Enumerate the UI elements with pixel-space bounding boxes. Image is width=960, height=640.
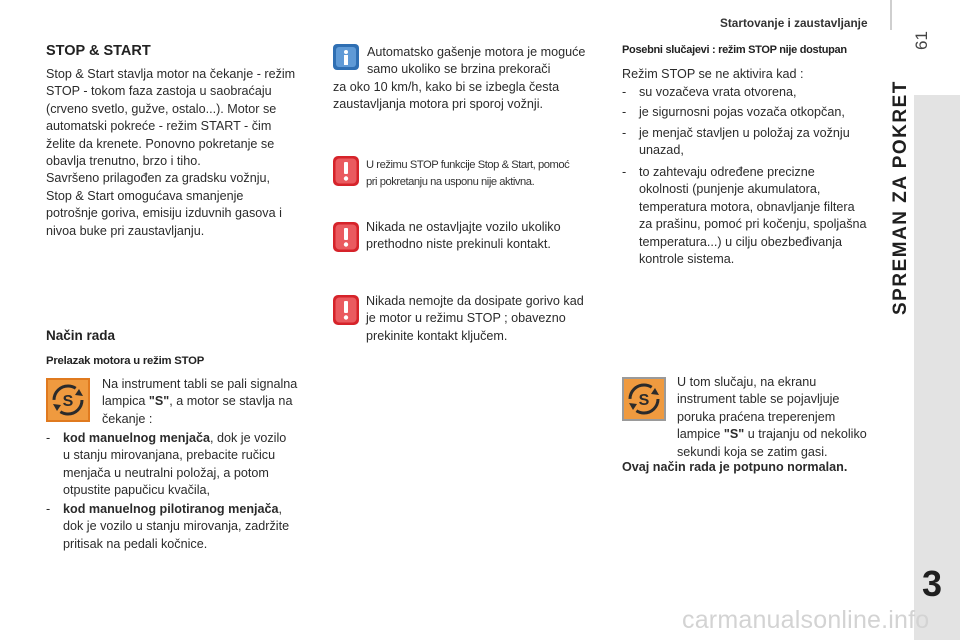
warning-paragraph-refuel <box>366 293 616 345</box>
info-paragraph <box>333 44 613 114</box>
bullet-dash: - <box>622 165 627 179</box>
text-line: pri pokretanju na usponu nije aktivna. <box>366 176 535 188</box>
text-line: menjača u neutralni položaj, a potom <box>63 465 269 480</box>
text-line: kontrole sistema. <box>639 252 735 267</box>
text-line: pritisak na pedali kočnice. <box>63 536 208 551</box>
page-header-title: Startovanje i zaustavljanje <box>720 16 868 30</box>
stop-start-icon <box>622 377 666 421</box>
text-line: STOP - tokom faza zastoja u saobraćaju <box>46 84 272 99</box>
text-line: želite da krenete. Ponovno pokretanje se <box>46 136 275 151</box>
text-line: u stanju mirovanjana, prebacite ručicu <box>63 448 276 463</box>
text-line: unazad, <box>639 143 684 158</box>
text-line: obavlja trenutno, brzo i tiho. <box>46 154 201 169</box>
text-line: zaustavljanja motora pri sporoj vožnji. <box>333 97 543 112</box>
text-line: Automatsko gašenje motora je moguće <box>367 45 586 59</box>
list-item-text <box>639 164 867 268</box>
text-line <box>677 426 897 443</box>
bullet-dash: - <box>46 431 51 445</box>
text-line: Na instrument tabli se pali signalna <box>102 377 298 391</box>
list-item-text <box>63 430 286 500</box>
bullet-dash: - <box>622 105 627 119</box>
bullet-dash: - <box>622 85 627 99</box>
text-line: je motor u režimu STOP ; obavezno <box>366 311 566 326</box>
header-divider <box>890 0 892 30</box>
bullet-dash: - <box>46 502 51 516</box>
text-line: za oko 10 km/h, kako bi se izbegla česta <box>333 79 560 94</box>
text-line: (crveno svetlo, gužve, ostalo...). Motor se <box>46 101 277 116</box>
text-line: je sigurnosni pojas vozača otkopčan, <box>639 105 845 119</box>
text-line: poruka praćena treperenjem <box>677 409 836 424</box>
list-item-text <box>639 125 850 160</box>
text-line: temperatura...) u cilju obezbeđivanja <box>639 234 843 249</box>
text-line: U režimu STOP funkcije Stop & Start, pomoć <box>366 159 570 171</box>
list-item-text <box>639 84 797 101</box>
lamp-letter: "S" <box>148 394 170 409</box>
text-segment: lampice <box>677 427 724 442</box>
warning-paragraph-hill-assist <box>366 157 616 191</box>
bold-term: kod manuelnog menjača <box>63 431 210 445</box>
text-line: samo ukoliko se brzina prekorači <box>367 62 551 77</box>
text-segment: u trajanju od nekoliko <box>744 427 867 442</box>
text-line: potrošnje goriva, emisiju izduvnih gasova i <box>46 206 282 221</box>
blink-paragraph <box>677 374 897 461</box>
text-line: je menjač stavljen u položaj za vožnju <box>639 126 850 140</box>
text-line: temperatura motora, obnavljanje filtera <box>639 199 855 214</box>
text-line: U tom slučaju, na ekranu <box>677 375 817 389</box>
text-line: automatski pokreće - režim START - čim <box>46 119 272 134</box>
indicator-paragraph <box>102 376 332 428</box>
mode-title: Način rada <box>46 328 116 343</box>
stop-mode-subtitle: Prelazak motora u režim STOP <box>46 355 205 367</box>
text-line: Stop & Start omogućava smanjenje <box>46 188 244 203</box>
text-segment: , dok je vozilo <box>209 431 287 445</box>
list-item-text <box>63 501 289 553</box>
watermark: carmanualsonline.info <box>682 606 930 634</box>
text-line: Savršeno prilagođen za gradsku vožnju, <box>46 171 271 186</box>
bullet-dash: - <box>622 126 627 140</box>
text-line: otpustite papučicu kvačila, <box>63 483 211 498</box>
normal-note: Ovaj način rada je potpuno normalan. <box>622 460 848 474</box>
text-segment: , <box>278 502 283 516</box>
text-line: Nikada ne ostavljajte vozilo ukoliko <box>366 220 561 234</box>
text-line: nivoa buke pri zaustavljanju. <box>46 223 205 238</box>
not-active-intro: Režim STOP se ne aktivira kad : <box>622 67 804 81</box>
text-line: Nikada nemojte da dosipate gorivo kad <box>366 294 584 308</box>
text-segment: , a motor se stavlja na <box>169 394 293 409</box>
list-item-text <box>639 104 845 121</box>
text-line: okolnosti (punjenje akumulatora, <box>639 182 821 197</box>
page-number: 61 <box>912 31 931 50</box>
text-line: instrument table se pojavljuje <box>677 392 840 407</box>
chapter-number: 3 <box>922 563 943 604</box>
text-line <box>102 393 332 410</box>
stop-start-icon <box>46 378 90 422</box>
text-line: sekundi koja se zatim gasi. <box>677 444 828 459</box>
text-segment: lampica <box>102 394 149 409</box>
text-line: čekanje : <box>102 411 153 426</box>
text-line: dok je vozilo u stanju mirovanja, zadržite <box>63 519 290 534</box>
svg-text:S: S <box>638 392 650 409</box>
text-line: su vozačeva vrata otvorena, <box>639 85 797 99</box>
warning-icon <box>333 295 359 325</box>
chapter-title: SPREMAN ZA POKRET <box>890 80 911 315</box>
lamp-letter: "S" <box>723 427 745 442</box>
bold-term: kod manuelnog pilotiranog menjača <box>63 502 279 516</box>
section-title: STOP & START <box>46 43 151 59</box>
text-line: prekinite kontakt ključem. <box>366 328 508 343</box>
text-line: prethodno niste prekinuli kontakt. <box>366 237 551 252</box>
warning-icon <box>333 222 359 252</box>
text-line: za prašinu, pomoć pri kočenju, spoljašna <box>639 217 867 232</box>
special-cases-title: Posebni slučajevi : režim STOP nije dostupan <box>622 44 847 56</box>
text-line: Stop & Start stavlja motor na čekanje - režim <box>46 67 296 81</box>
warning-paragraph-contact <box>366 219 616 254</box>
svg-text:S: S <box>62 393 74 410</box>
warning-icon <box>333 156 359 186</box>
text-line: to zahtevaju određene precizne <box>639 165 815 179</box>
intro-paragraph <box>46 66 326 240</box>
